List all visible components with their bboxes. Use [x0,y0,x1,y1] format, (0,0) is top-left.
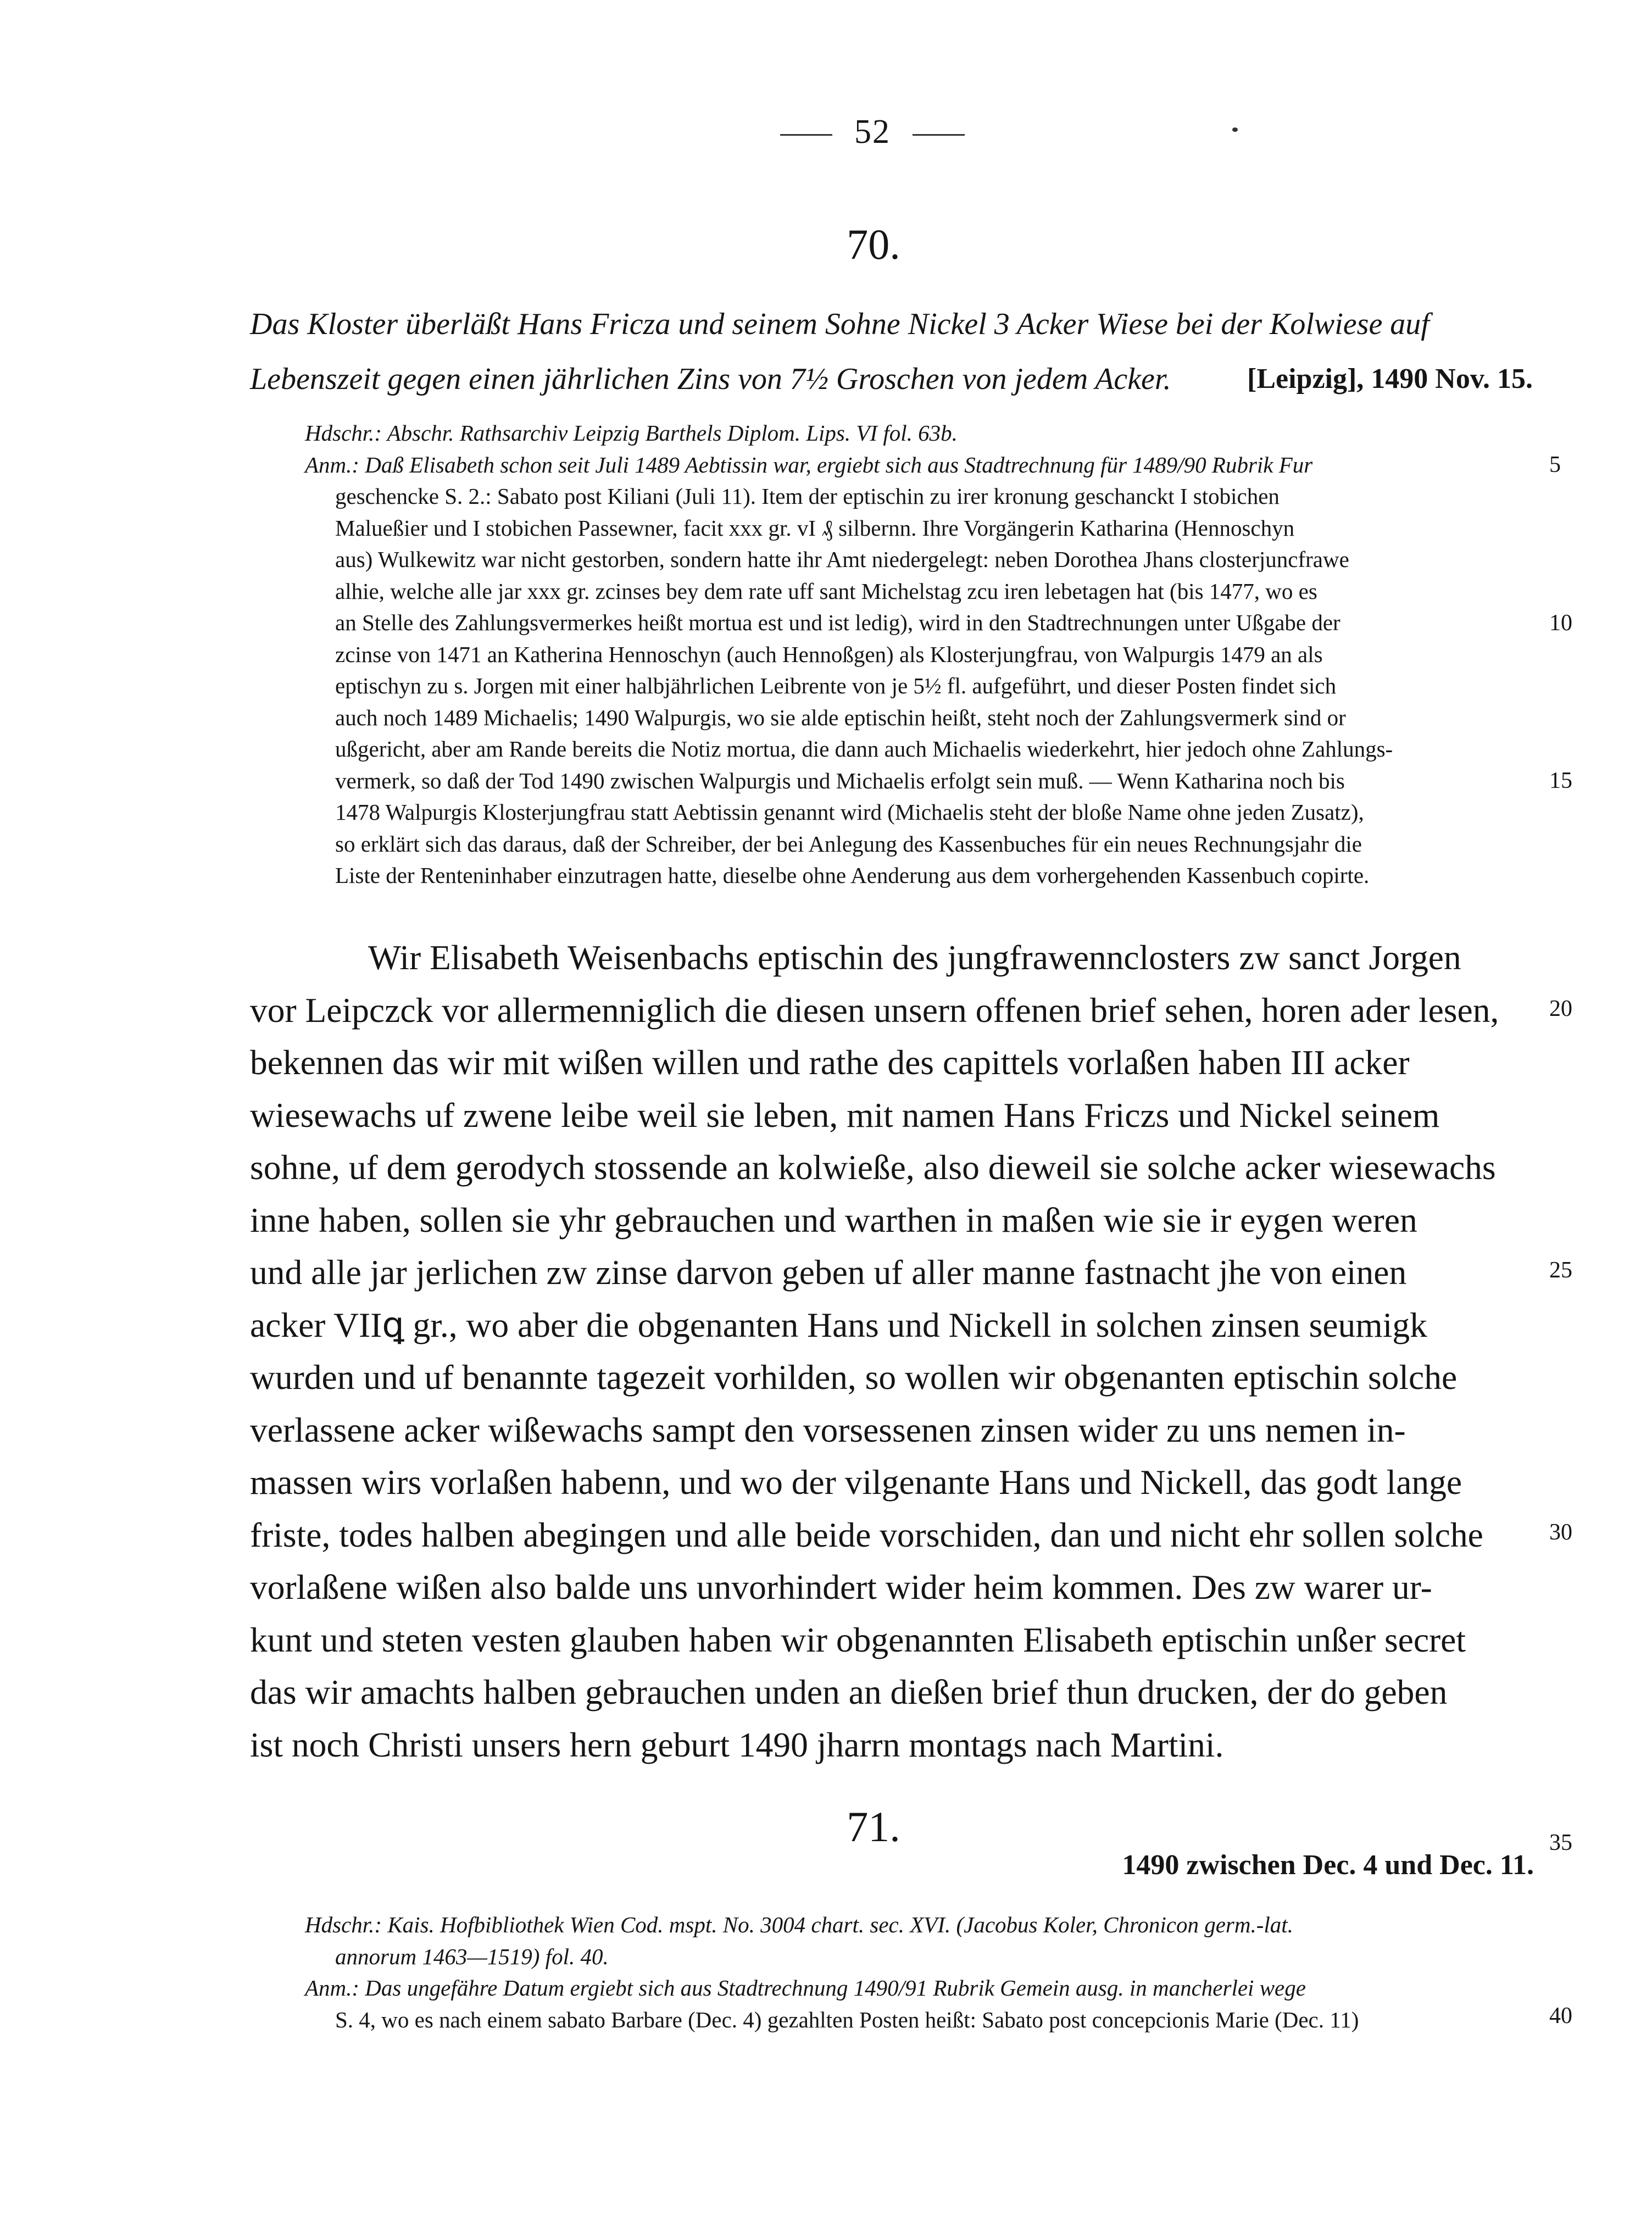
regest-line-2-text: Lebenszeit gegen einen jährlichen Zins von 7½ Groschen von jedem Acker. [250,362,1171,396]
text-line: inne haben, sollen sie yhr gebrauchen und warthen in maßen wie sie ir eygen weren [250,1200,1417,1240]
note-line: vermerk, so daß der Tod 1490 zwischen Walpurgis und Michaelis erfolgt sein muß. — Wenn Katharina noch bis [335,768,1345,793]
note-line: aus) Wulkewitz war nicht gestorben, sondern hatte ihr Amt niedergelegt: neben Dorothea Jhans closterjuncfrawe [335,547,1349,572]
text-line: bekennen das wir mit wißen willen und rathe des capittels vorlaßen haben III acker [250,1043,1410,1082]
text-line: wiesewachs uf zwene leibe weil sie leben, mit namen Hans Friczs und Nickel seinem [250,1095,1440,1135]
text-line: sohne, uf dem gerodych stossende an kolwieße, also dieweil sie solche acker wiesewachs [250,1148,1496,1187]
document-70-text [250,931,1530,1771]
line-number-30: 30 [1549,1520,1572,1545]
line-number-40: 40 [1549,2003,1572,2029]
document-70-regest [250,297,1533,407]
text-line: und alle jar jerlichen zw zinse darvon geben uf aller manne fastnacht jhe von einen [250,1253,1407,1292]
text-line: vorlaßene wißen also balde uns unvorhindert wider heim kommen. Des zw warer ur- [250,1568,1432,1607]
note-line: auch noch 1489 Michaelis; 1490 Walpurgis, wo sie alde eptischin heißt, steht noch der Zahlungsvermerk sind or [335,704,1346,730]
manuscript-note: Hdschr.: Kais. Hofbibliothek Wien Cod. mspt. No. 3004 chart. sec. XVI. (Jacobus Koler, Chronicon germ.-lat. [305,1912,1293,1937]
note-line: Malueßier und I stobichen Passewner, facit xxx gr. vI ₰ silbernn. Ihre Vorgängerin Katharina (Hennoschyn [335,515,1295,541]
line-number-20: 20 [1549,996,1572,1021]
text-line: vor Leipczck vor allermenniglich die diesen unsern offenen brief sehen, horen ader lesen, [250,990,1499,1030]
text-line: acker VIIꝗ gr., wo aber die obgenanten Hans und Nickell in solchen zinsen seumigk [250,1305,1427,1344]
line-number-25: 25 [1549,1258,1572,1283]
page-number-row [757,113,988,152]
note-line: eptischyn zu s. Jorgen mit einer halbjährlichen Leibrente von je 5½ fl. aufgeführt, und dieser Posten findet sich [335,673,1337,698]
note-line: 1478 Walpurgis Klosterjungfrau statt Aebtissin genannt wird (Michaelis steht der bloße Name ohne jeden Zusatz), [335,799,1364,825]
speck [1232,127,1238,132]
document-number-71: 71. [847,1803,900,1850]
regest-line-2 [250,352,1533,407]
document-71-date: 1490 zwischen Dec. 4 und Dec. 11. [1122,1849,1534,1881]
note-line: Liste der Renteninhaber einzutragen hatte, dieselbe ohne Aenderung aus dem vorhergehenden Kassenbuch copirte. [335,863,1370,888]
line-number-10: 10 [1549,610,1572,636]
text-line: verlassene acker wißewachs sampt den vorsessenen zinsen wider zu uns nemen in- [250,1410,1406,1449]
text-line: das wir amachts halben gebrauchen unden an dießen brief thun drucken, der do geben [250,1672,1448,1711]
document-number-70: 70. [847,220,900,268]
right-rule [913,134,965,136]
regest-line-1: Das Kloster überläßt Hans Fricza und seinem Sohne Nickel 3 Acker Wiese bei der Kolwiese auf [250,307,1429,341]
text-line: Wir Elisabeth Weisenbachs eptischin des jungfrawennclosters zw sanct Jorgen [368,938,1461,977]
note-line: Anm.: Daß Elisabeth schon seit Juli 1489 Aebtissin war, ergiebt sich aus Stadtrechnung für 1489/90 Rubrik Fur [305,452,1313,477]
text-line: massen wirs vorlaßen habenn, und wo der vilgenante Hans und Nickell, das godt lange [250,1463,1462,1502]
text-line: kunt und steten vesten glauben haben wir obgenannten Elisabeth eptischin unßer secret [250,1620,1466,1659]
text-line: wurden und uf benannte tagezeit vorhilden, so wollen wir obgenanten eptischin solche [250,1358,1458,1397]
note-line: annorum 1463—1519) fol. 40. [335,1943,609,1969]
line-number-35: 35 [1549,1830,1572,1855]
line-number-5: 5 [1549,452,1561,477]
text-line: ist noch Christi unsers hern geburt 1490 jharrn montags nach Martini. [250,1725,1224,1764]
document-71-apparatus [305,1909,1530,2036]
left-rule [780,134,832,136]
document-70-date: [Leipzig], 1490 Nov. 15. [1247,363,1533,394]
note-line: alhie, welche alle jar xxx gr. zcinses bey dem rate uff sant Michelstag zcu iren lebetagen hat (bis 1477, wo es [335,578,1317,604]
note-line: ußgericht, aber am Rande bereits die Notiz mortua, die dann auch Michaelis wiederkehrt, hier jedoch ohne Zahlungs- [335,736,1393,762]
note-line: so erklärt sich das daraus, daß der Schreiber, der bei Anlegung des Kassenbuches für ein neues Rechnungsjahr die [335,831,1362,857]
note-line: zcinse von 1471 an Katherina Hennoschyn (auch Hennoßgen) als Klosterjungfrau, von Walpurgis 1479 an als [335,641,1323,667]
document-70-apparatus [305,418,1530,892]
line-number-15: 15 [1549,768,1572,793]
page-number: 52 [854,113,891,151]
manuscript-note: Hdschr.: Abschr. Rathsarchiv Leipzig Barthels Diplom. Lips. VI fol. 63b. [305,420,958,446]
text-line: friste, todes halben abegingen und alle beide vorschiden, dan und nicht ehr sollen solche [250,1515,1483,1554]
note-line: an Stelle des Zahlungsvermerkes heißt mortua est und ist ledig), wird in den Stadtrechnungen unter Ußgabe der [335,610,1340,635]
note-line: S. 4, wo es nach einem sabato Barbare (Dec. 4) gezahlten Posten heißt: Sabato post concepcionis Marie (Dec. 11) [335,2007,1359,2032]
note-line: geschencke S. 2.: Sabato post Kiliani (Juli 11). Item der eptischin zu irer kronung geschanckt I stobichen [335,484,1280,509]
note-line: Anm.: Das ungefähre Datum ergiebt sich aus Stadtrechnung 1490/91 Rubrik Gemein ausg. in mancherlei wege [305,1975,1306,2000]
